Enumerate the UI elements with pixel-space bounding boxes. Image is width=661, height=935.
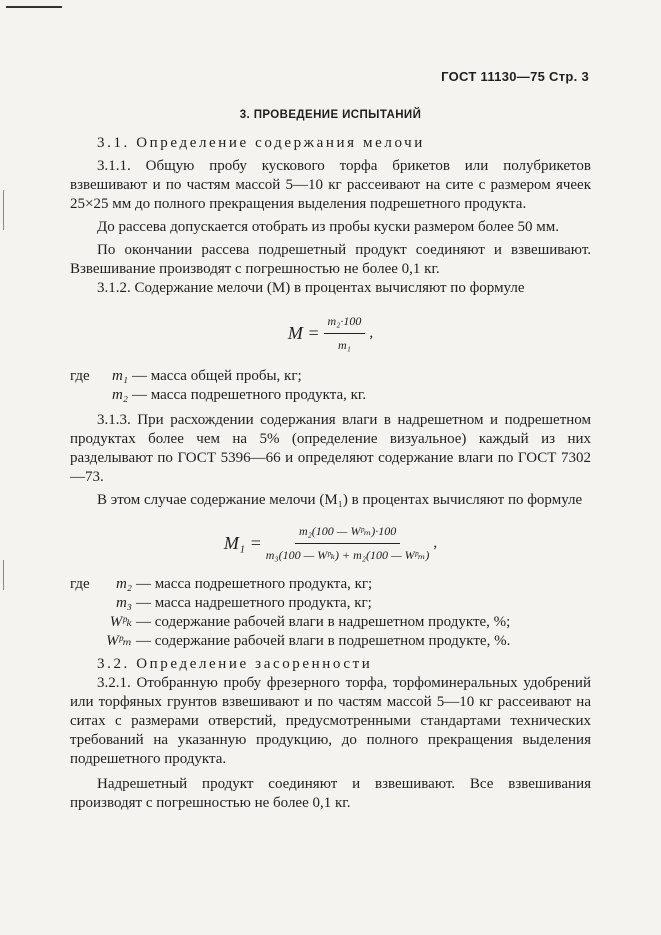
definition-row xyxy=(70,386,591,405)
paragraph: 3.1.2. Содержание мелочи (M) в процентах вычисляют по формуле xyxy=(97,280,525,296)
definitions-list xyxy=(70,575,591,651)
definition-row xyxy=(70,367,591,386)
definition-symbol: m₂ xyxy=(115,576,132,592)
definition-symbol: m₂ xyxy=(111,387,128,403)
formula-lhs: M₁ = xyxy=(223,533,262,553)
scan-mark xyxy=(3,560,4,590)
definition-text: — масса подрешетного продукта, кг; xyxy=(136,576,373,592)
definition-symbol: m₃ xyxy=(115,595,132,611)
formula-denominator: m₃(100 — Wᵖₖ) + m₂(100 — Wᵖₘ) xyxy=(265,548,430,562)
page-header: ГОСТ 11130—75 Стр. 3 xyxy=(441,69,589,84)
formula-tail: , xyxy=(433,535,438,551)
paragraph: По окончании рассева подрешетный продукт соединяют и взвешивают. Взвешивание производят с погрешностью не более 0,1 кг. xyxy=(70,242,591,277)
paragraph: Надрешетный продукт соединяют и взвешивают. Все взвешивания производят с погрешностью не более 0,1 кг. xyxy=(70,776,591,811)
definition-lead xyxy=(70,613,100,632)
formula-numerator: m₂(100 — Wᵖₘ)·100 xyxy=(295,522,400,544)
section-title: 3. ПРОВЕДЕНИЕ ИСПЫТАНИЙ xyxy=(239,109,422,121)
scan-mark xyxy=(6,6,62,8)
definitions-list xyxy=(70,367,591,405)
formula-tail: , xyxy=(369,325,374,341)
definition-row xyxy=(70,613,591,632)
formula-m xyxy=(70,312,591,355)
subsection-title: 3.2. Определение засоренности xyxy=(97,656,373,672)
definition-lead xyxy=(70,386,100,405)
paragraph: До рассева допускается отобрать из пробы куски размером более 50 мм. xyxy=(97,219,559,235)
formula-fraction xyxy=(324,312,366,355)
paragraph: 3.2.1. Отобранную пробу фрезерного торфа, торфоминеральных удобрений или торфяных грунтов взвешивают и по частям массой 5—10 кг рассеивают на ситах с размерами отверстий, предусмотренными стандартами технических требований на указанную продукцию, до полного прекращения выделения подрешетного продукта. xyxy=(70,675,591,767)
document-body xyxy=(70,134,591,813)
definition-symbol: Wᵖₖ xyxy=(109,614,132,630)
formula-denominator: m₁ xyxy=(338,338,351,352)
definition-text: — содержание рабочей влаги в надрешетном продукте, %; xyxy=(136,614,511,630)
definition-text: — масса общей пробы, кг; xyxy=(132,368,302,384)
definition-lead: где xyxy=(70,576,90,592)
definition-lead: где xyxy=(70,368,90,384)
definition-text: — масса подрешетного продукта, кг. xyxy=(132,387,367,403)
definition-row xyxy=(70,575,591,594)
definition-text: — содержание рабочей влаги в подрешетном продукте, %. xyxy=(136,633,511,649)
definition-lead xyxy=(70,632,100,651)
paragraph: 3.1.1. Общую пробу кускового торфа брикетов или полубрикетов взвешивают и по частям массой 5—10 кг рассеивают на сите с размером ячеек 25×25 мм до полного прекращения выделения подрешетного продукта. xyxy=(70,158,591,212)
definition-row xyxy=(70,632,591,651)
formula-m1 xyxy=(70,522,591,565)
paragraph: 3.1.3. При расхождении содержания влаги в надрешетном и подрешетном продуктах более чем на 5% (определение визуальное) каждый из них разделывают по ГОСТ 5396—66 и определяют содержание влаги по ГОСТ 7302—73. xyxy=(70,412,591,485)
formula-fraction xyxy=(266,522,430,565)
definition-row xyxy=(70,594,591,613)
definition-text: — масса надрешетного продукта, кг; xyxy=(136,595,372,611)
definition-symbol: m₁ xyxy=(111,368,128,384)
definition-lead xyxy=(70,594,100,613)
definition-symbol: Wᵖₘ xyxy=(106,633,132,649)
subsection-title: 3.1. Определение содержания мелочи xyxy=(97,135,425,151)
paragraph: В этом случае содержание мелочи (M₁) в процентах вычисляют по формуле xyxy=(97,492,583,508)
scan-mark xyxy=(3,190,4,230)
formula-numerator: m₂·100 xyxy=(324,312,366,334)
formula-lhs: M = xyxy=(287,323,320,343)
